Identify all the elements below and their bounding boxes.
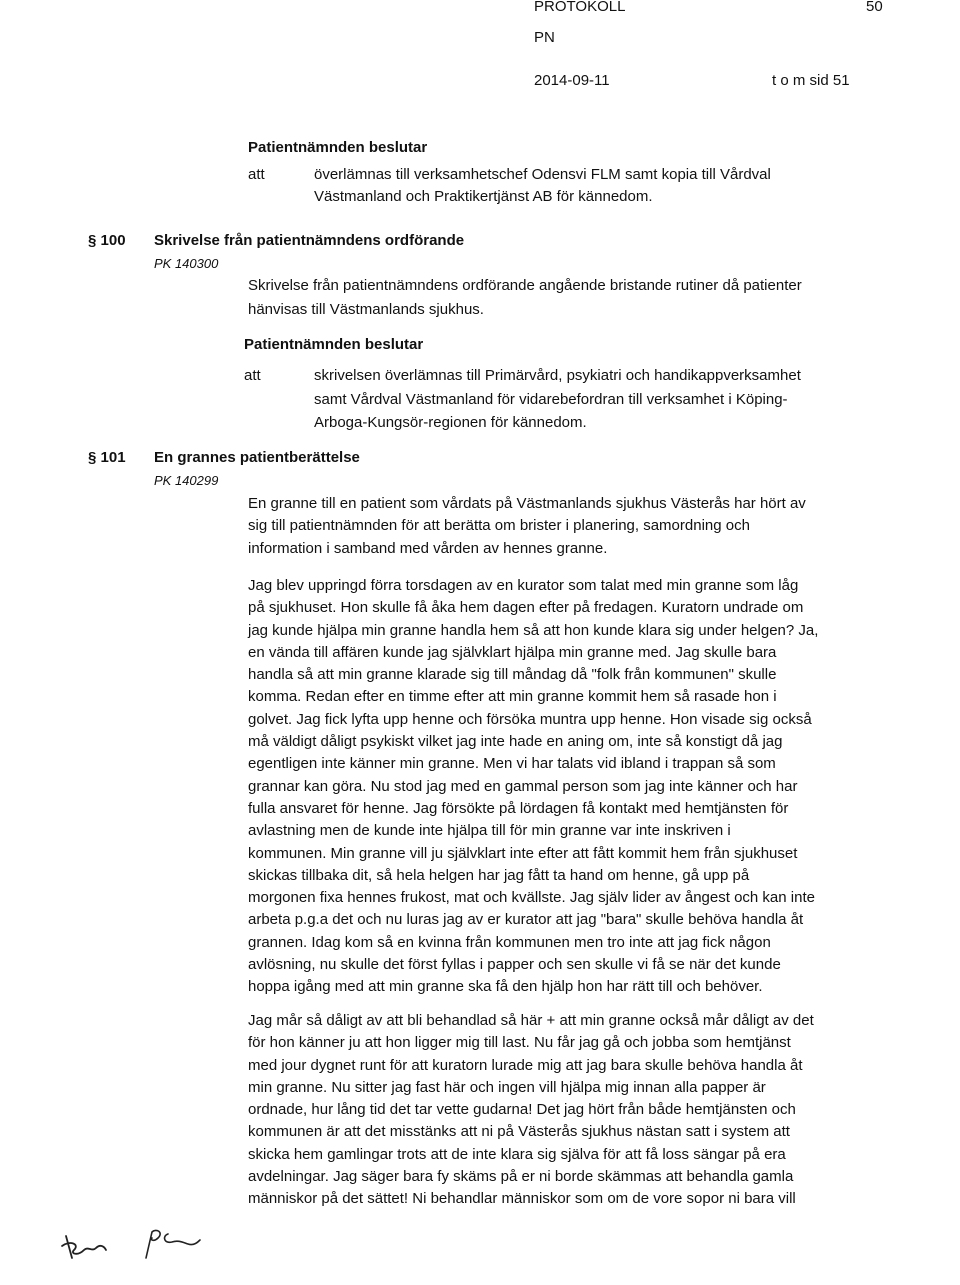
description-line: hänvisas till Västmanlands sjukhus. (248, 300, 484, 318)
att-label-top: att (248, 166, 265, 183)
paragraph-line: golvet. Jag fick lyfta upp henne och försöka muntra upp henne. Hon visade sig också (248, 710, 812, 728)
paragraph-line: må väldigt dåligt psykiskt vilket jag inte hade en aning om, inte så konstigt då jag (248, 733, 783, 751)
paragraph-line: En granne till en patient som vårdats på Västmanlands sjukhus Västerås har hört av (248, 495, 806, 512)
decision-heading-top: Patientnämnden beslutar (248, 139, 428, 156)
paragraph-line: jag kunde hjälpa min granne handla hem så att hon kunde klara sig under helgen? Ja, (248, 621, 819, 639)
section-100-decision-heading: Patientnämnden beslutar (244, 336, 424, 353)
meeting-date: 2014-09-11 (534, 72, 610, 89)
decision-line: samt Vårdval Västmanland för vidarebefordran till verksamhet i Köping- (314, 390, 788, 408)
section-100-description (248, 274, 802, 321)
paragraph-line: skickas tillbaka dit, så hela helgen har jag fått ta hand om henne, gå upp på (248, 866, 750, 884)
paragraph-line: avlösning, nu skulle det först fyllas i papper och sen skulle vi få se när det kunde (248, 956, 781, 974)
protocol-title: PROTOKOLL (534, 0, 626, 15)
decision-line: Västmanland och Praktikertjänst AB för kännedom. (314, 187, 653, 205)
signature-initials-2 (138, 1222, 208, 1262)
section-100-title: Skrivelse från patientnämndens ordförande (154, 232, 465, 249)
decision-text-top (314, 163, 771, 208)
paragraph-line: grannen. Idag kom så en kvinna från kommunen men tro inte att jag fick någon (248, 933, 771, 951)
section-100-ref: PK 140300 (154, 256, 219, 271)
paragraph-line: morgonen fixa hennes frukost, mat och kvällste. Jag själv lider av ångest och kan inte (248, 889, 815, 907)
section-101-paragraph-1 (248, 493, 868, 560)
signature-initials-1 (60, 1222, 120, 1262)
paragraph-line: min granne. Nu sitter jag fast här och ingen vill hjälpa mig innan alla papper är (248, 1078, 766, 1096)
paragraph-line: information i samband med vården av hennes granne. (248, 539, 608, 557)
paragraph-line: sig till patientnämnden för att berätta om brister i planering, samordning och (248, 517, 750, 535)
decision-line: Arboga-Kungsör-regionen för kännedom. (314, 414, 587, 431)
section-101-number: § 101 (88, 449, 126, 466)
paragraph-line: en vända till affären kunde jag självklart hjälpa min granne med. Jag skulle bara (248, 643, 777, 661)
paragraph-line: hoppa igång med att min granne ska få den hjälp hon har rätt till och behöver. (248, 978, 763, 996)
description-line: Skrivelse från patientnämndens ordförande angående bristande rutiner då patienter (248, 277, 802, 294)
decision-line: skrivelsen överlämnas till Primärvård, psykiatri och handikappverksamhet (314, 367, 801, 384)
paragraph-line: egentligen inte känner min granne. Men vi har talats vid ibland i trappan så som (248, 755, 776, 773)
org-code: PN (534, 29, 555, 46)
paragraph-line: för hon känner ju att hon ligger mig till last. Nu får jag gå och jobba som hemtjänst (248, 1034, 791, 1052)
paragraph-line: människor på det sättet! Ni behandlar människor som om de vore sopor ni bara vill (248, 1190, 796, 1208)
paragraph-line: på sjukhuset. Hon skulle få åka hem dagen efter på fredagen. Kuratorn undrade om (248, 599, 804, 617)
page-number: 50 (866, 0, 883, 15)
paragraph-line: handla så att min granne klarade sig till måndag då "folk från kommunen" skulle (248, 666, 777, 684)
paragraph-line: avlastning men de kunde inte hjälpa till för min granne var inte inskriven i (248, 822, 731, 840)
paragraph-line: skicka hem gamlingar trots att de inte klara sig själva för att få loss sängar på era (248, 1145, 786, 1163)
paragraph-line: fulla ansvaret för henne. Jag försökte på lördagen få kontakt med hemtjänsten för (248, 799, 789, 817)
section-100-att-label: att (244, 367, 261, 384)
paragraph-line: komma. Redan efter en timme efter att min granne kommit hem så rasade hon i (248, 688, 777, 706)
paragraph-line: arbeta p.g.a det och nu luras jag av er kurator att jag "bara" skulle behöva handla åt (248, 911, 804, 929)
section-101-title: En grannes patientberättelse (154, 449, 360, 466)
paragraph-line: med jour dygnet runt för att kuratorn lurade mig att jag bara skulle behöva handla åt (248, 1056, 803, 1074)
section-101-paragraph-2 (248, 575, 868, 999)
paragraph-line: Jag mår så dåligt av att bli behandlad så här + att min granne också mår dåligt av det (248, 1012, 814, 1029)
paragraph-line: grannar kan göra. Nu stod jag med en gammal person som jag inte känner och har (248, 777, 798, 795)
page-range: t o m sid 51 (772, 72, 850, 89)
paragraph-line: Jag blev uppringd förra torsdagen av en kurator som talat med min granne som låg (248, 577, 799, 594)
section-101-ref: PK 140299 (154, 473, 219, 488)
paragraph-line: avdelningar. Jag säger bara fy skäms på er ni borde skämmas att behandla gamla (248, 1168, 794, 1186)
section-101-paragraph-3 (248, 1010, 868, 1211)
paragraph-line: kommunen är att det misstänks att ni på Västerås sjukhus nästan satt i system att (248, 1123, 790, 1141)
decision-line: överlämnas till verksamhetschef Odensvi FLM samt kopia till Vårdval (314, 166, 771, 183)
paragraph-line: kommunen. Min granne vill ju självklart inte efter att fått kommit hem från sjukhuset (248, 844, 798, 862)
section-100-number: § 100 (88, 232, 126, 249)
section-100-decision (314, 364, 801, 435)
paragraph-line: ordnade, hur lång tid det tar vette gudarna! Det jag hört från både hemtjänsten och (248, 1101, 796, 1119)
